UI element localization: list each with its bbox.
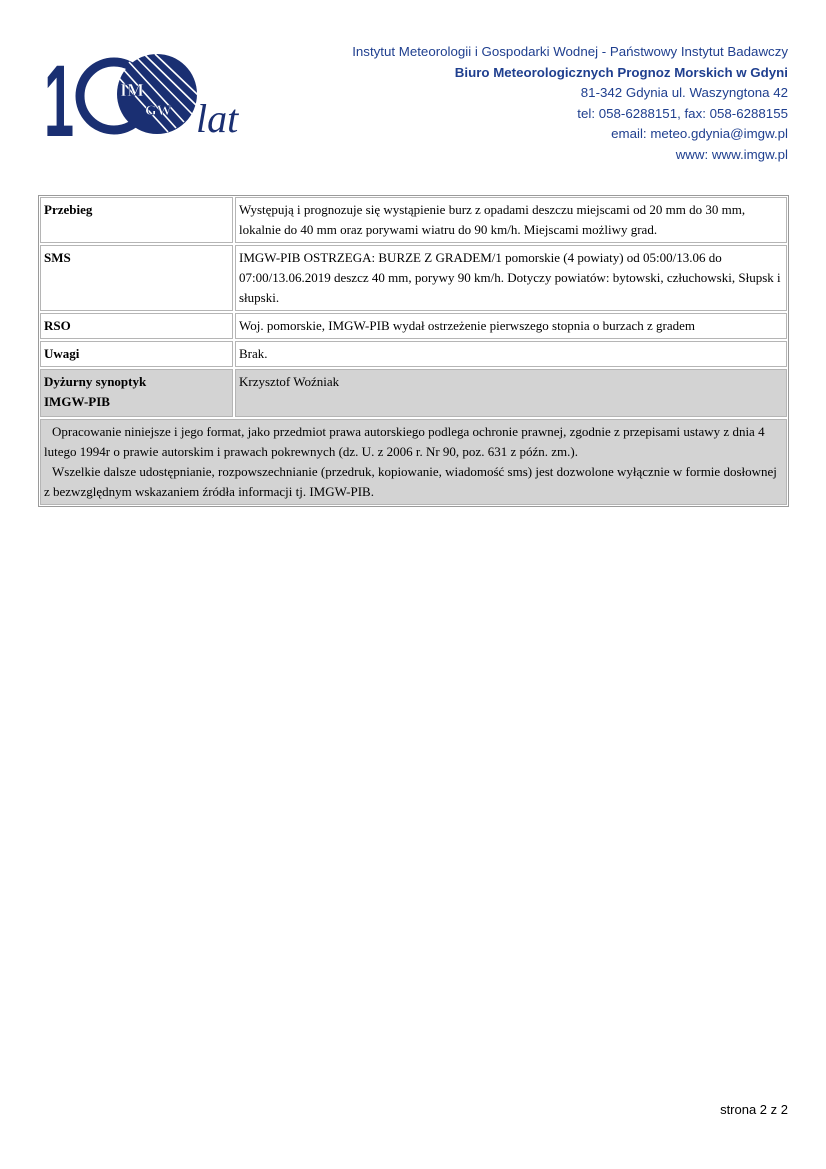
synoptyk-label-line1: Dyżurny synoptyk [44,374,147,389]
imgw-100-lat-logo [44,52,254,140]
table-row [40,369,787,417]
phone-fax: tel: 058-6288151, fax: 058-6288155 [577,105,788,121]
email: email: meteo.gdynia@imgw.pl [611,126,788,141]
copyright-row [40,419,787,505]
logo-badge-bottom: GW [145,103,172,119]
logo-badge-top: IM [120,80,144,100]
row-label-sms: SMS [40,245,233,311]
logo-number: 1 [44,52,74,140]
institution-name: Instytut Meteorologii i Gospodarki Wodnej - Państwowy Instytut Badawczy [352,44,788,59]
row-value-synoptyk: Krzysztof Woźniak [235,369,787,417]
row-label-synoptyk [40,369,233,417]
table-row [40,313,787,339]
office-name: Biuro Meteorologicznych Prognoz Morskich w Gdyni [454,64,788,80]
row-label-uwagi: Uwagi [40,341,233,367]
copyright-paragraph-2: Wszelkie dalsze udostępnianie, rozpowszechnianie (przedruk, kopiowanie, wiadomość sms) jest dozwolone wyłącznie w formie dosłownej z bezwzględnym wskazaniem źródła informacji tj. IMGW-PIB. [44,464,777,499]
table-row [40,245,787,311]
page-number: strona 2 z 2 [720,1102,788,1117]
row-value-rso: Woj. pomorskie, IMGW-PIB wydał ostrzeżenie pierwszego stopnia o burzach z gradem [235,313,787,339]
institution-header [352,42,788,165]
table-row [40,197,787,243]
row-value-sms: IMGW-PIB OSTRZEGA: BURZE Z GRADEM/1 pomorskie (4 powiaty) od 05:00/13.06 do 07:00/13.06.2019 deszcz 40 mm, porywy 90 km/h. Dotyczy powiatów: bytowski, człuchowski, Słupsk i słupski. [235,245,787,311]
row-label-przebieg: Przebieg [40,197,233,243]
address: 81-342 Gdynia ul. Waszyngtona 42 [580,85,788,100]
copyright-note [40,419,787,505]
synoptyk-label-line2: IMGW-PIB [44,394,110,409]
row-value-przebieg: Występują i prognozuje się wystąpienie burz z opadami deszczu miejscami od 20 mm do 30 mm, lokalnie do 40 mm oraz porywami wiatru do 90 km/h. Miejscami możliwy grad. [235,197,787,243]
row-label-rso: RSO [40,313,233,339]
copyright-paragraph-1: Opracowanie niniejsze i jego format, jako przedmiot prawa autorskiego podlega ochronie prawnej, zgodnie z przepisami ustawy z dnia 4 lutego 1994r o prawie autorskim i prawach pokrewnych (dz. U. z 2006 r. Nr 90, poz. 631 z późn. zm.). [44,424,765,459]
table-row [40,341,787,367]
website: www: www.imgw.pl [675,146,788,162]
warning-table [38,195,789,507]
row-value-uwagi: Brak. [235,341,787,367]
logo-suffix: lat [196,96,239,140]
